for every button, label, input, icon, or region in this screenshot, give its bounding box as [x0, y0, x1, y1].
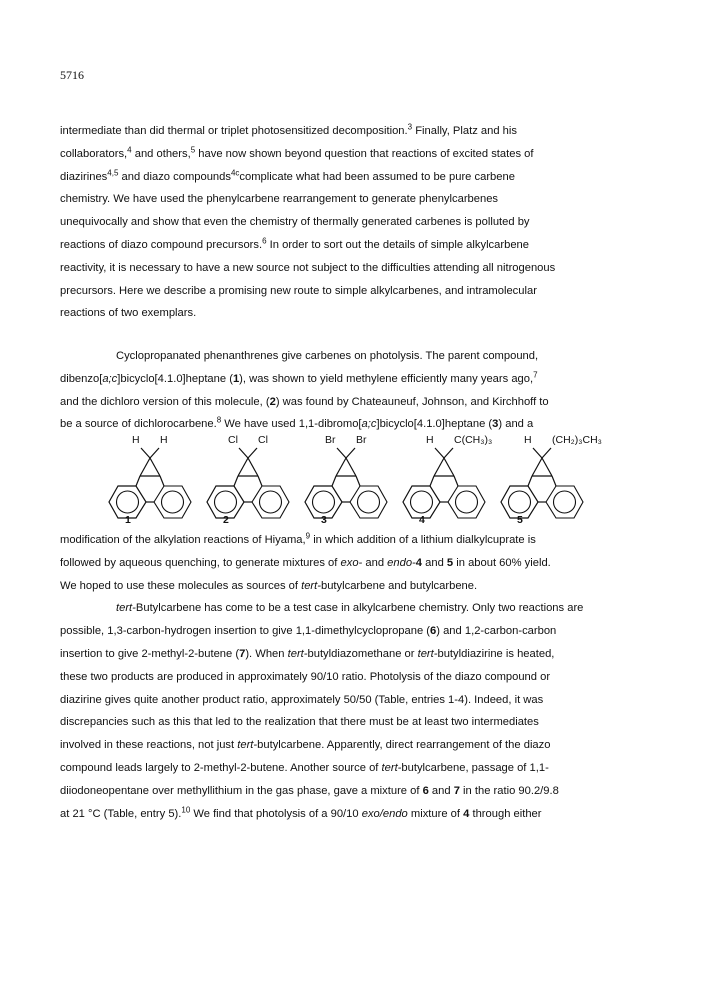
paragraph-cyclopropanated	[60, 345, 660, 436]
substituent-label: Br	[325, 434, 336, 446]
text-line: reactivity, it is necessary to have a new source not subject to the difficulties attending all nitrogenous	[60, 261, 556, 274]
text-line: precursors. Here we describe a promising new route to simple alkylcarbenes, and intramolecular	[60, 284, 537, 297]
text-line: We hoped to use these molecules as sources of tert-butylcarbene and butylcarbene.	[60, 579, 478, 592]
text-line: involved in these reactions, not just tert-butylcarbene. Apparently, direct rearrangement of the diazo	[60, 739, 551, 752]
text-line: dibenzo[a;c]bicyclo[4.1.0]heptane (1), was shown to yield methylene efficiently many years ago,$^7$	[60, 370, 538, 385]
text-line: Cyclopropanated phenanthrenes give carbenes on photolysis. The parent compound,	[116, 350, 539, 362]
text-line: compound leads largely to 2-methyl-2-butene. Another source of tert-butylcarbene, passage of 1,1-	[60, 761, 549, 774]
paragraph-hiyama	[60, 529, 660, 825]
substituent-label: Cl	[228, 434, 238, 446]
substituent-label: (CH₂)₃CH₃	[552, 434, 602, 446]
compound-number: 1	[125, 514, 131, 526]
substituent-label: H	[132, 434, 140, 446]
text-line: insertion to give 2-methyl-2-butene (7). When tert-butyldiazomethane or tert-butyldiazirine is heated,	[60, 647, 555, 660]
structure-3	[305, 448, 387, 518]
text-line: chemistry. We have used the phenylcarbene rearrangement to generate phenylcarbenes	[60, 193, 499, 206]
text-line: unequivocally and show that even the chemistry of thermally generated carbenes is polluted by	[60, 216, 530, 229]
text-line: be a source of dichlorocarbene.$^8$ We have used 1,1-dibromo[a;c]bicyclo[4.1.0]heptane (3) and a	[60, 415, 534, 431]
text-line: possible, 1,3-carbon-hydrogen insertion to give 1,1-dimethylcyclopropane (6) and 1,2-carbon-carbon	[60, 625, 557, 638]
text-line: tert-Butylcarbene has come to be a test case in alkylcarbene chemistry. Only two reactions are	[116, 602, 584, 615]
text-line: intermediate than did thermal or triplet photosensitized decomposition.$^3$ Finally, Platz and his	[60, 122, 517, 137]
text-line: diiodoneopentane over methyllithium in the gas phase, gave a mixture of 6 and 7 in the ratio 90.2/9.8	[60, 784, 559, 797]
chemical-structures-scheme	[100, 434, 620, 524]
structures-drawing	[100, 434, 620, 524]
structure-4	[403, 448, 485, 518]
structure-5	[501, 448, 583, 518]
text-line: collaborators,$^4$ and others,$^5$ have now shown beyond question that reactions of excited states of	[60, 145, 534, 160]
substituent-label: H	[426, 434, 434, 446]
text-line: reactions of diazo compound precursors.$^6$ In order to sort out the details of simple alkylcarbene	[60, 236, 529, 251]
text-line: followed by aqueous quenching, to generate mixtures of exo- and endo-4 and 5 in about 60% yield.	[60, 556, 551, 569]
text-line: discrepancies such as this that led to the realization that there must be at least two intermediates	[60, 716, 539, 729]
text-line: modification of the alkylation reactions of Hiyama,$^9$ in which addition of a lithium dialkylcuprate is	[60, 531, 536, 546]
page-number: 5716	[60, 68, 84, 82]
substituent-label: Cl	[258, 434, 268, 446]
structure-1	[109, 448, 191, 518]
substituent-label: H	[524, 434, 532, 446]
substituent-label: H	[160, 434, 168, 446]
compound-number: 2	[223, 514, 229, 526]
text-line: diazirines$^{4,5}$ and diazo compounds$^{4c}$complicate what had been assumed to be pure carbene	[60, 167, 515, 183]
text-line: at 21 °C (Table, entry 5).$^{10}$ We find that photolysis of a 90/10 exo/endo mixture of 4 through either	[60, 804, 542, 820]
substituent-label: Br	[356, 434, 367, 446]
text-line: diazirine gives quite another product ratio, approximately 50/50 (Table, entries 1-4). Indeed, it was	[60, 693, 544, 706]
substituent-label: C(CH₃)₃	[454, 434, 493, 446]
compound-number: 5	[517, 514, 523, 526]
compound-number: 3	[321, 514, 327, 526]
paragraph-intro	[60, 120, 660, 325]
compound-number: 4	[419, 514, 425, 526]
text-line: and the dichloro version of this molecule, (2) was found by Chateauneuf, Johnson, and Kirchhoff to	[60, 395, 549, 408]
structure-2	[207, 448, 289, 518]
text-line: reactions of two exemplars.	[60, 307, 197, 320]
text-line: these two products are produced in approximately 90/10 ratio. Photolysis of the diazo compound or	[60, 670, 551, 683]
